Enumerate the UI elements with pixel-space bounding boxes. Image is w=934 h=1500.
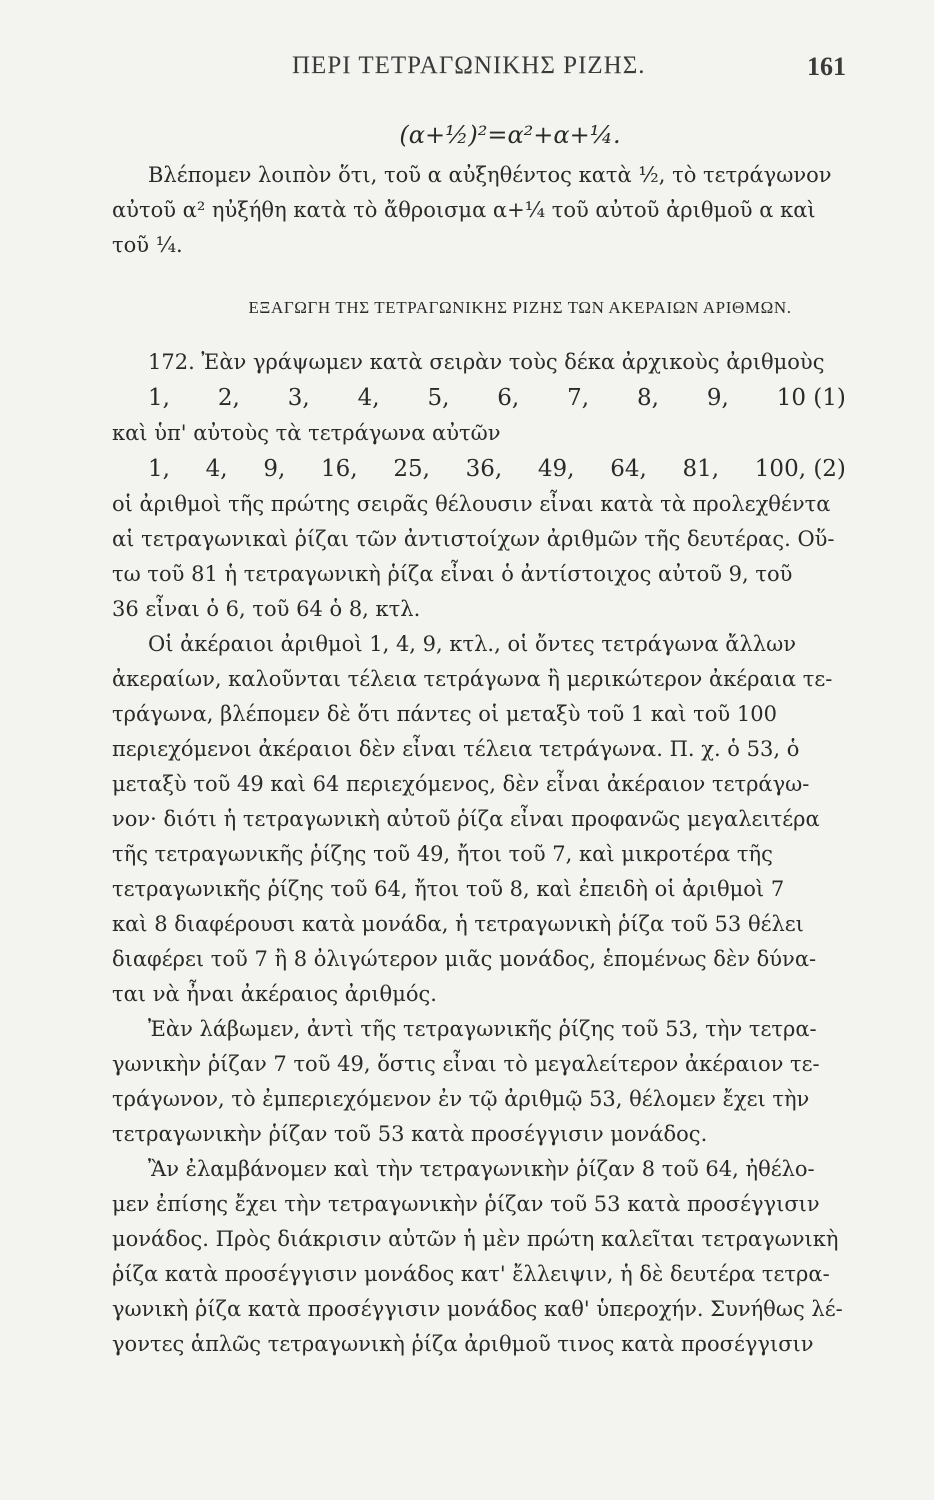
paragraph-2 [112,345,848,627]
text-line: τοῦ ¼. [112,233,183,257]
page-header [112,52,846,92]
text-line: Οἱ ἀκέραιοι ἀριθμοὶ 1, 4, 9, κτλ., οἱ ὄντες τετράγωνα ἄλλων [148,632,796,656]
number-cell: 2, [217,385,240,411]
number-cell: 4, [357,385,380,411]
text-line: αὐτοῦ α² ηὐξήθη κατὰ τὸ ἄθροισμα α+¼ τοῦ αὐτοῦ ἀριθμοῦ α καὶ [112,198,816,222]
text-line: περιεχόμενοι ἀκέραιοι δὲν εἶναι τέλεια τετράγωνα. Π. χ. ὁ 53, ὁ [112,737,800,761]
number-cell: 81, [682,456,720,482]
paragraph-1 [112,158,848,263]
text-line: 172. Ἐὰν γράψωμεν κατὰ σειρὰν τοὺς δέκα ἀρχικοὺς ἀριθμοὺς [148,350,825,374]
text-line: τετραγωνικῆς ῥίζης τοῦ 64, ἤτοι τοῦ 8, καὶ ἐπειδὴ οἱ ἀριθμοὶ 7 [112,877,785,901]
text-line: διαφέρει τοῦ 7 ἢ 8 ὀλιγώτερον μιᾶς μονάδος, ἑπομένως δὲν δύνα- [112,947,817,971]
text-line: Ἐὰν λάβωμεν, ἀντὶ τῆς τετραγωνικῆς ῥίζης τοῦ 53, τὴν τετρα- [148,1017,817,1041]
paragraph-3 [112,627,848,1012]
number-cell: 36, [465,456,503,482]
page-body [112,112,848,1362]
number-row-2 [112,451,848,487]
section-title: ΕΞΑΓΩΓΗ ΤΗΣ ΤΕΤΡΑΓΩΝΙΚΗΣ ΡΙΖΗΣ ΤΩΝ ΑΚΕΡΑΙΩΝ ΑΡΙΘΜΩΝ. [248,298,792,317]
text-line: ἀκεραίων, καλοῦνται τέλεια τετράγωνα ἢ μερικώτερον ἀκέραια τε- [112,667,833,691]
number-cell: 3, [287,385,310,411]
text-line: τετραγωνικὴν ῥίζαν τοῦ 53 κατὰ προσέγγισιν μονάδος. [112,1122,708,1146]
number-cell: 9, [263,456,286,482]
number-cell: 1, [148,385,170,411]
number-row-1 [112,380,848,416]
page-number: 161 [807,52,846,81]
text-line: γωνικὴ ῥίζα κατὰ προσέγγισιν μονάδος καθ' ὑπεροχήν. Συνήθως λέ- [112,1297,843,1321]
text-line: γοντες ἁπλῶς τετραγωνικὴ ῥίζα ἀριθμοῦ τινος κατὰ προσέγγισιν [112,1332,814,1356]
number-cell: 6, [497,385,520,411]
text-line: Ἂν ἐλαμβάνομεν καὶ τὴν τετραγωνικὴν ῥίζαν 8 τοῦ 64, ἠθέλο- [148,1157,815,1181]
number-cell: 100, (2) [754,456,846,482]
text-line: νον· διότι ἡ τετραγωνικὴ αὐτοῦ ῥίζα εἶναι προφανῶς μεγαλειτέρα [112,807,820,831]
running-head: ΠΕΡΙ ΤΕΤΡΑΓΩΝΙΚΗΣ ΡΙΖΗΣ. [292,52,646,79]
number-cell: 9, [706,385,729,411]
text-line: τῆς τετραγωνικῆς ῥίζης τοῦ 49, ἤτοι τοῦ 7, καὶ μικροτέρα τῆς [112,842,773,866]
paragraph-4 [112,1012,848,1152]
number-cell: 25, [393,456,430,482]
text-line: αἱ τετραγωνικαὶ ῥίζαι τῶν ἀντιστοίχων ἀριθμῶν τῆς δευτέρας. Οὕ- [112,527,835,551]
text-line: ται νὰ ἦναι ἀκέραιος ἀριθμός. [112,982,437,1006]
text-line: τράγωνον, τὸ ἐμπεριεχόμενον ἐν τῷ ἀριθμῷ 53, θέλομεν ἔχει τὴν [112,1087,810,1111]
text-line: μονάδος. Πρὸς διάκρισιν αὐτῶν ἡ μὲν πρώτη καλεῖται τετραγωνικὴ [112,1227,839,1251]
number-cell: 10 (1) [776,385,846,411]
text-line: οἱ ἀριθμοὶ τῆς πρώτης σειρᾶς θέλουσιν εἶναι κατὰ τὰ προλεχθέντα [112,492,831,516]
text-line: γωνικὴν ῥίζαν 7 τοῦ 49, ὅστις εἶναι τὸ μεγαλείτερον ἀκέραιον τε- [112,1052,820,1076]
number-cell: 64, [610,456,647,482]
text-line: ῥίζα κατὰ προσέγγισιν μονάδος κατ' ἔλλειψιν, ἡ δὲ δευτέρα τετρα- [112,1262,830,1286]
number-cell: 7, [567,385,590,411]
text-line: τω τοῦ 81 ἡ τετραγωνικὴ ῥίζα εἶναι ὁ ἀντίστοιχος αὐτοῦ 9, τοῦ [112,562,793,586]
paragraph-5 [112,1152,848,1362]
number-cell: 16, [321,456,358,482]
text-line: τράγωνα, βλέπομεν δὲ ὅτι πάντες οἱ μεταξὺ τοῦ 1 καὶ τοῦ 100 [112,702,777,726]
number-cell: 4, [205,456,228,482]
text-line: Βλέπομεν λοιπὸν ὅτι, τοῦ α αὐξηθέντος κατὰ ½, τὸ τετράγωνον [148,163,832,187]
number-cell: 1, [148,456,170,482]
text-line: μεν ἐπίσης ἔχει τὴν τετραγωνικὴν ῥίζαν τοῦ 53 κατὰ προσέγγισιν [112,1192,820,1216]
text-line: 36 εἶναι ὁ 6, τοῦ 64 ὁ 8, κτλ. [112,597,421,621]
text-line: καὶ 8 διαφέρουσι κατὰ μονάδα, ἡ τετραγωνικὴ ῥίζα τοῦ 53 θέλει [112,912,804,936]
text-line: μεταξὺ τοῦ 49 καὶ 64 περιεχόμενος, δὲν εἶναι ἀκέραιον τετράγω- [112,772,810,796]
number-cell: 8, [637,385,659,411]
number-cell: 49, [537,456,575,482]
number-cell: 5, [427,385,450,411]
text-line: καὶ ὑπ' αὐτοὺς τὰ τετράγωνα αὐτῶν [112,421,501,445]
formula: (α+½)²=α²+α+¼. [399,121,621,149]
